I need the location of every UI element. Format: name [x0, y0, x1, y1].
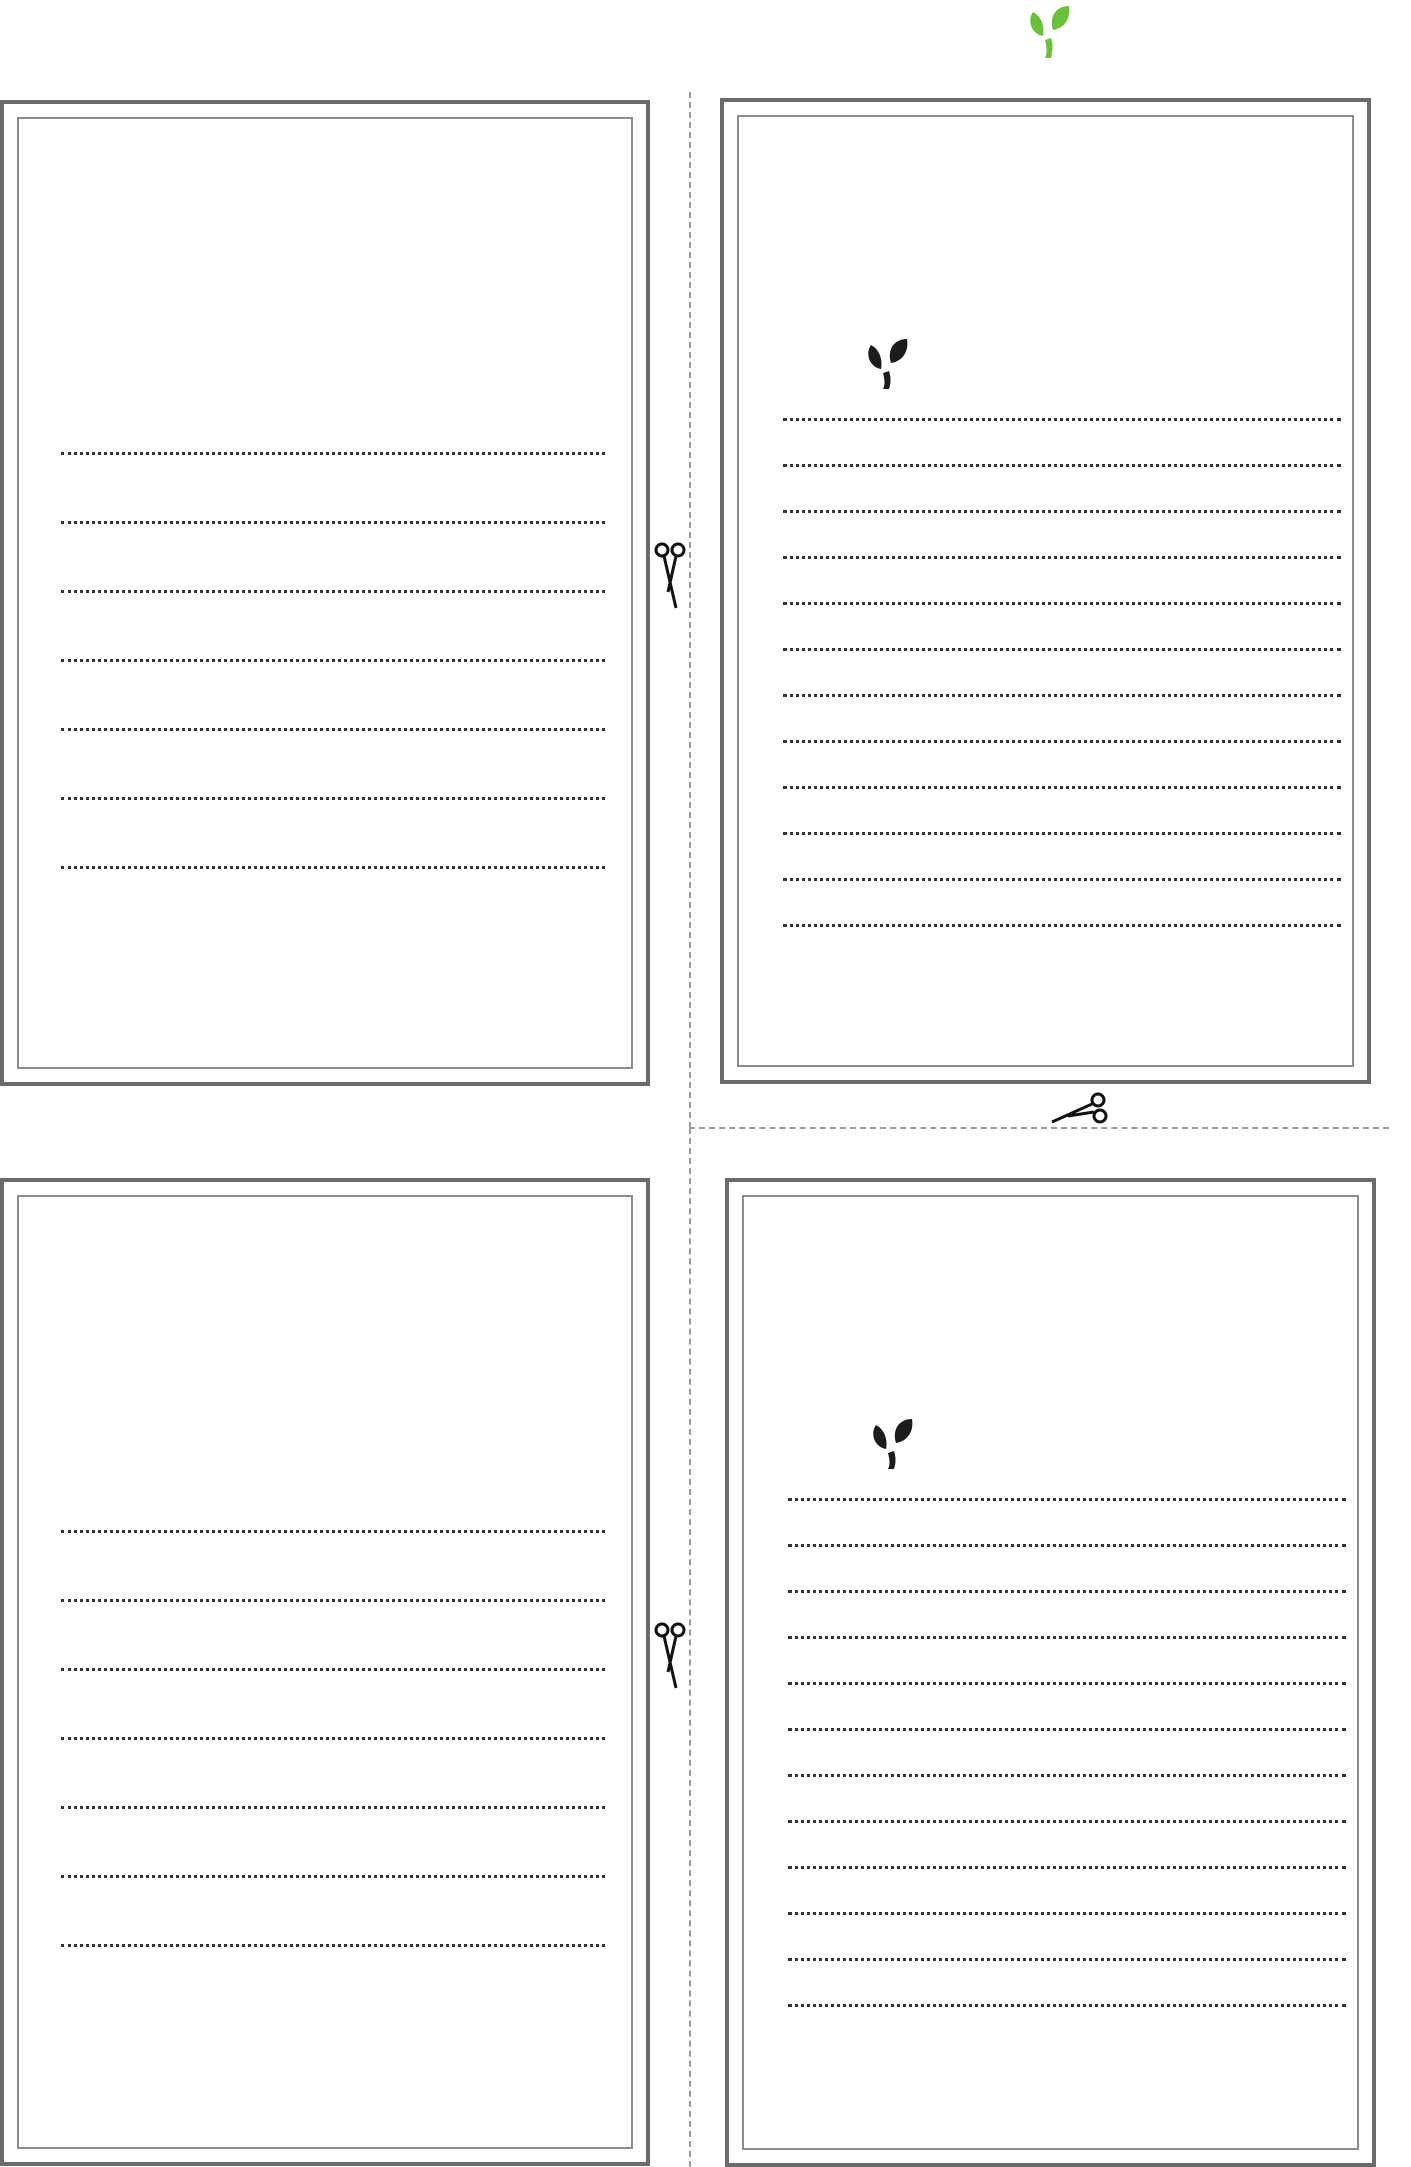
service-coupon: [720, 98, 1371, 1084]
leaf-icon: [868, 339, 907, 389]
field-serial-number[interactable]: [55, 1574, 605, 1608]
field-work-order-number[interactable]: [782, 1613, 1346, 1645]
field-seller-phone[interactable]: [55, 772, 605, 806]
field-defect-description[interactable]: [782, 1659, 1346, 1691]
field-blank-line[interactable]: [55, 703, 605, 737]
field-seller-name[interactable]: [55, 1712, 605, 1746]
field-blank-line[interactable]: [777, 717, 1341, 749]
field-seller-signature[interactable]: [55, 1919, 605, 1953]
field-client-address[interactable]: [777, 763, 1341, 795]
neoclima-logo: [868, 1413, 1248, 1469]
field-seller-name[interactable]: [55, 634, 605, 668]
field-blank-line[interactable]: [55, 1781, 605, 1815]
field-work-order-number[interactable]: [777, 533, 1341, 565]
field-blank-line[interactable]: [777, 625, 1341, 657]
field-serial-number[interactable]: [55, 496, 605, 530]
field-client-address[interactable]: [782, 1843, 1346, 1875]
field-repair-date[interactable]: [777, 855, 1341, 887]
scissors-icon: [1050, 1092, 1110, 1128]
field-blank-line[interactable]: [782, 1889, 1346, 1921]
service-coupon: [725, 1178, 1376, 2167]
leaf-icon: [873, 1419, 912, 1469]
field-blank-line[interactable]: [777, 809, 1341, 841]
scissors-icon: [650, 1620, 690, 1692]
field-repair-intake-date[interactable]: [782, 1567, 1346, 1599]
field-serial-number[interactable]: [782, 1521, 1346, 1553]
leaf-icon: [1030, 6, 1069, 58]
field-repair-intake-date[interactable]: [777, 487, 1341, 519]
field-blank-line[interactable]: [782, 1797, 1346, 1829]
field-client-name[interactable]: [782, 1751, 1346, 1783]
field-model[interactable]: [55, 1505, 605, 1539]
warranty-card-seller: [0, 100, 650, 1086]
field-model[interactable]: [777, 395, 1341, 427]
scissors-icon: [650, 540, 690, 612]
field-model[interactable]: [55, 427, 605, 461]
field-technician-signature[interactable]: [782, 1981, 1346, 2013]
field-client-name[interactable]: [777, 671, 1341, 703]
neoclima-logo: [1025, 0, 1410, 60]
field-model[interactable]: [782, 1475, 1346, 1507]
warranty-card-seller: [0, 1178, 650, 2166]
field-technician-signature[interactable]: [777, 901, 1341, 933]
field-sale-date[interactable]: [55, 565, 605, 599]
field-defect-description[interactable]: [777, 579, 1341, 611]
cut-line-horizontal: [689, 1127, 1389, 1129]
field-blank-line[interactable]: [782, 1705, 1346, 1737]
field-sale-date[interactable]: [55, 1643, 605, 1677]
neoclima-logo: [863, 333, 1243, 389]
field-repair-date[interactable]: [782, 1935, 1346, 1967]
field-seller-signature[interactable]: [55, 841, 605, 875]
field-seller-phone[interactable]: [55, 1850, 605, 1884]
field-serial-number[interactable]: [777, 441, 1341, 473]
